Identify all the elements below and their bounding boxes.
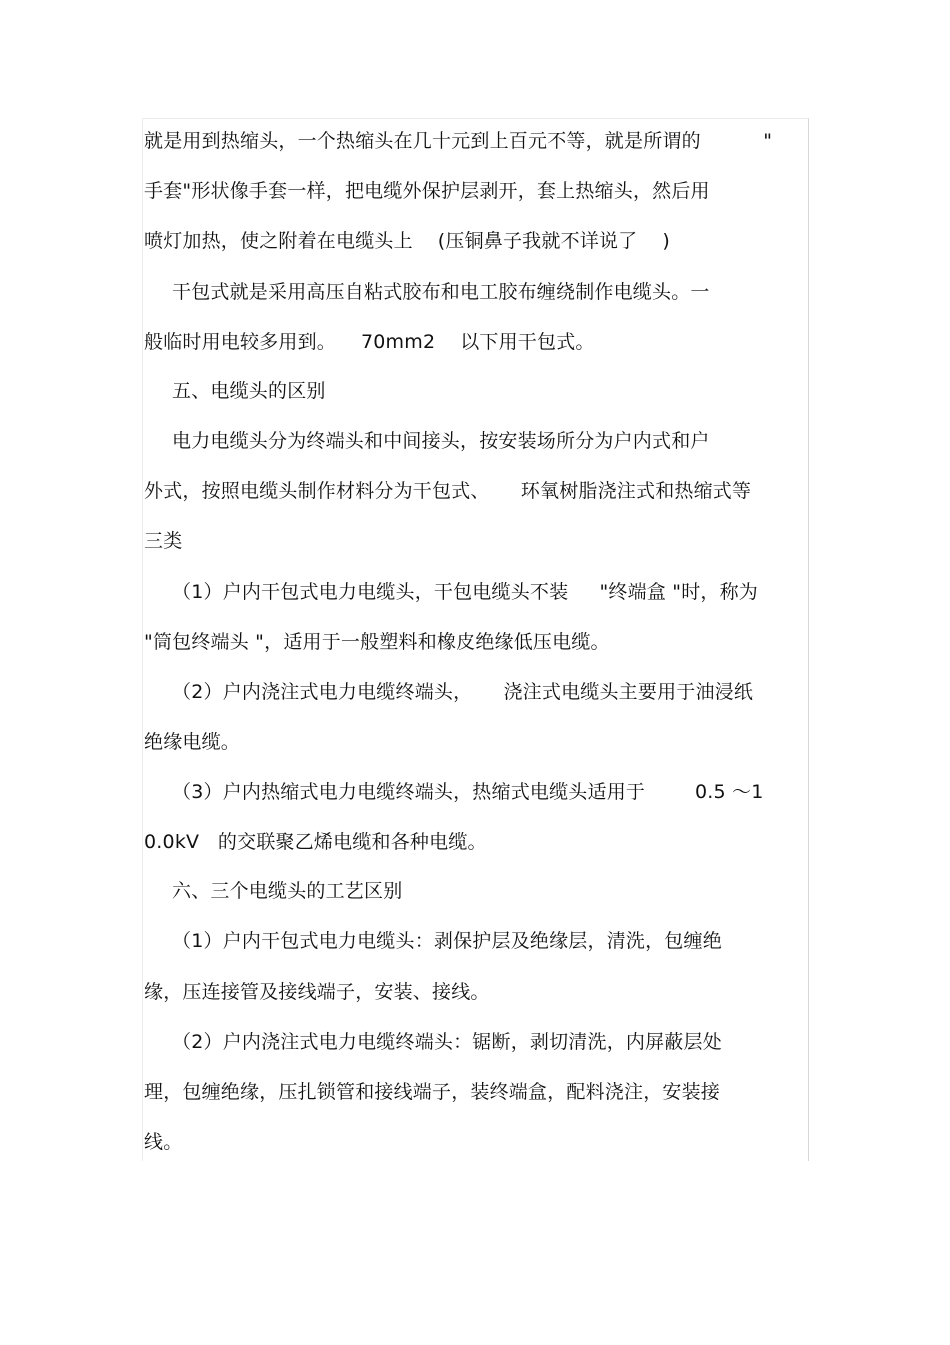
section-heading-6: 六、三个电缆头的工艺区别 xyxy=(172,880,403,902)
text-line-21: 线。 xyxy=(144,1131,183,1153)
text-line-2: 手套"形状像手套一样，把电缆外保护层剥开，套上热缩头，然后用 xyxy=(144,180,710,202)
text-line-7: 电力电缆头分为终端头和中间接头，按安装场所分为户内式和户 xyxy=(172,430,710,452)
text-line-13: 绝缘电缆。 xyxy=(144,731,241,753)
text-line-14: （3）户内热缩式电力电缆终端头，热缩式电缆头适用于 0.5 ～1 xyxy=(172,781,764,803)
text-line-5: 般临时用电较多用到。 70mm2 以下用干包式。 xyxy=(144,331,595,353)
section-heading-5: 五、电缆头的区别 xyxy=(172,380,326,402)
text-line-11: "筒包终端头 "，适用于一般塑料和橡皮绝缘低压电缆。 xyxy=(144,631,610,653)
text-line-3: 喷灯加热，使之附着在电缆头上 (压铜鼻子我就不详说了 ) xyxy=(144,230,670,252)
text-line-9: 三类 xyxy=(144,530,183,552)
text-line-12: （2）户内浇注式电力电缆终端头， 浇注式电缆头主要用于油浸纸 xyxy=(172,681,754,703)
text-line-4: 干包式就是采用高压自粘式胶布和电工胶布缠绕制作电缆头。一 xyxy=(172,281,710,303)
text-line-20: 理，包缠绝缘，压扎锁管和接线端子，装终端盒，配料浇注，安装接 xyxy=(144,1081,721,1103)
text-line-1: 就是用到热缩头，一个热缩头在几十元到上百元不等，就是所谓的 " xyxy=(144,130,773,152)
text-line-19: （2）户内浇注式电力电缆终端头：锯断，剥切清洗，内屏蔽层处 xyxy=(172,1031,722,1053)
text-line-10: （1）户内干包式电力电缆头，干包电缆头不装 "终端盒 "时，称为 xyxy=(172,581,759,603)
text-line-8: 外式，按照电缆头制作材料分为干包式、 环氧树脂浇注式和热缩式等 xyxy=(144,480,752,502)
text-line-17: （1）户内干包式电力电缆头：剥保护层及绝缘层，清洗，包缠绝 xyxy=(172,930,722,952)
text-line-15: 0.0kV 的交联聚乙烯电缆和各种电缆。 xyxy=(144,831,487,853)
text-line-18: 缘，压连接管及接线端子，安装、接线。 xyxy=(144,981,490,1003)
